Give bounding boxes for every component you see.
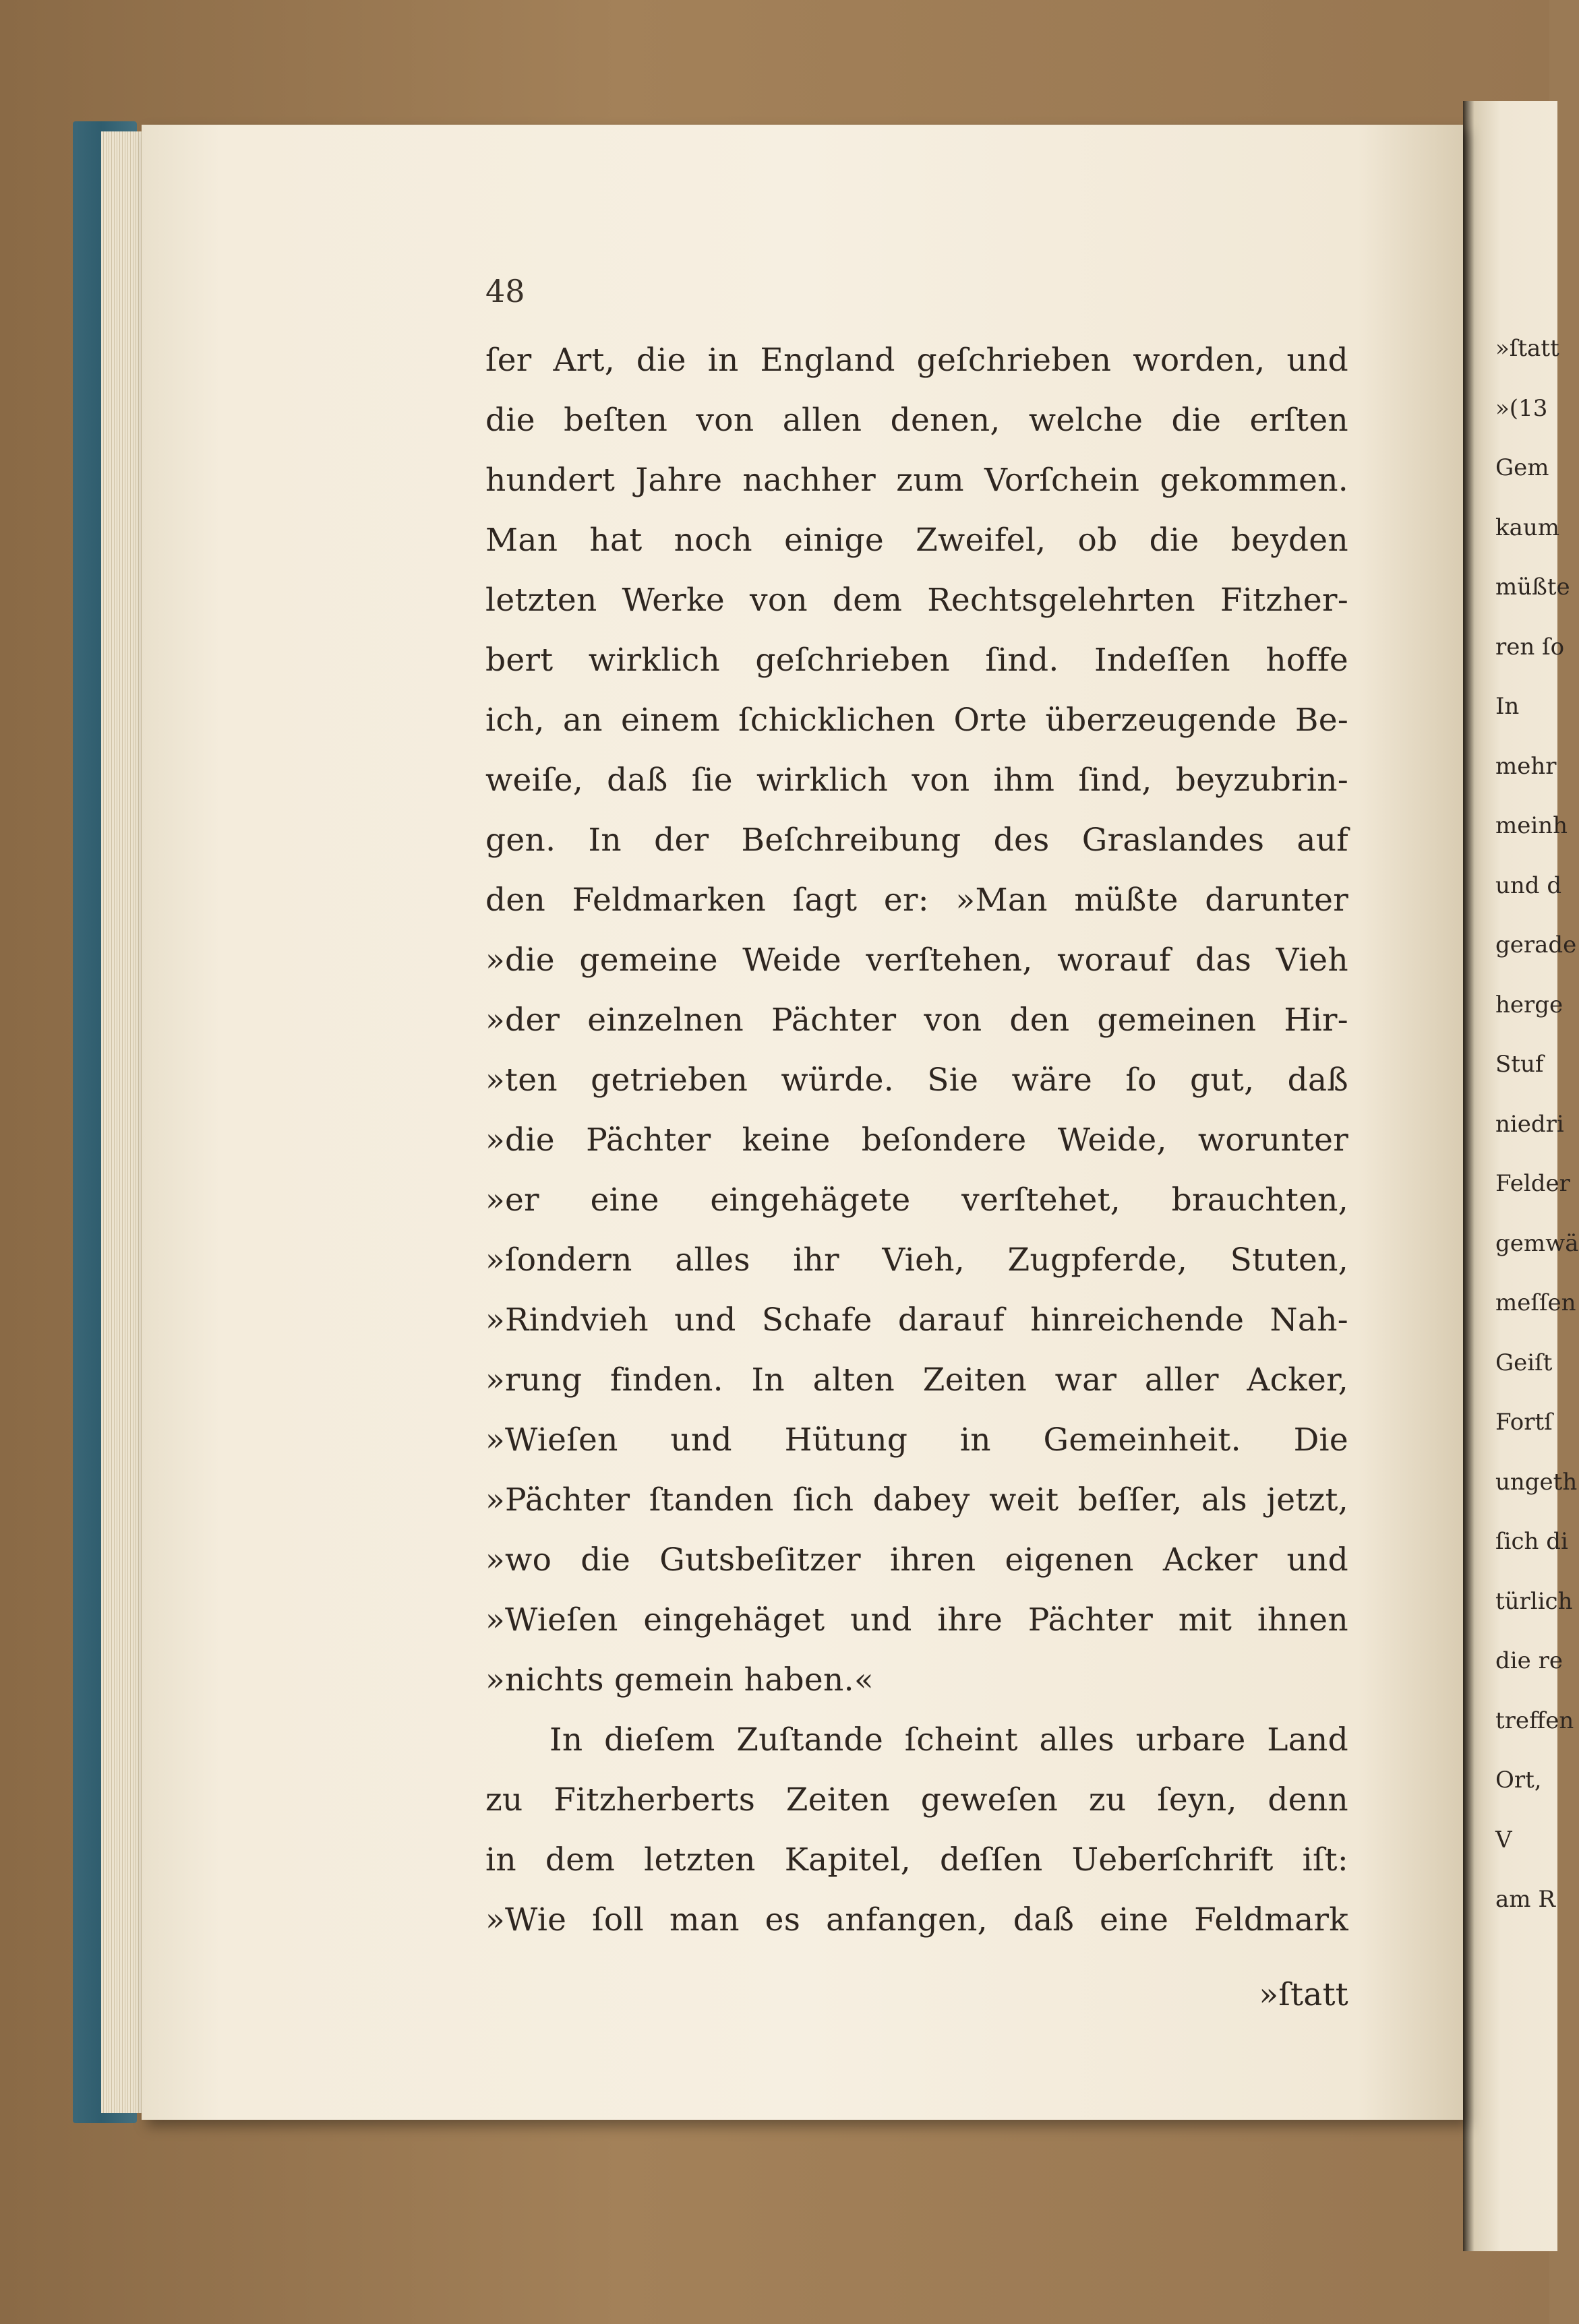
text-line: »der einzelnen Pächter von den gemeinen Hir- xyxy=(485,1002,1348,1039)
facing-page-line-fragment: gerade xyxy=(1495,931,1577,958)
text-line: die beſten von allen denen, welche die erſten xyxy=(485,402,1348,439)
text-line: letzten Werke von dem Rechtsgelehrten Fitzher- xyxy=(485,582,1348,619)
facing-page-line-fragment: meinh xyxy=(1495,812,1568,839)
facing-page-line-fragment: herge xyxy=(1495,991,1563,1018)
text-line: »nichts gemein haben.« xyxy=(485,1661,874,1699)
facing-page-line-fragment: ſich di xyxy=(1495,1528,1568,1555)
facing-page-line-fragment: türlich xyxy=(1495,1587,1573,1615)
text-line: ſer Art, die in England geſchrieben worden, und xyxy=(485,342,1348,379)
text-line: »ten getrieben würde. Sie wäre ſo gut, daß xyxy=(485,1062,1348,1099)
facing-page-line-fragment: Fortſ xyxy=(1495,1409,1553,1436)
text-line: weiſe, daß ſie wirklich von ihm ſind, beyzubrin- xyxy=(485,762,1348,799)
text-line: »die gemeine Weide verſtehen, worauf das Vieh xyxy=(485,942,1348,979)
text-line: »die Pächter keine beſondere Weide, worunter xyxy=(485,1122,1348,1159)
text-line: »er eine eingehägete verſtehet, brauchten, xyxy=(485,1182,1348,1219)
facing-page-line-fragment: niedri xyxy=(1495,1110,1564,1138)
facing-page-line-fragment: die re xyxy=(1495,1647,1563,1674)
text-line: zu Fitzherberts Zeiten geweſen zu ſeyn, denn xyxy=(485,1781,1348,1818)
text-line: »Wie ſoll man es anfangen, daß eine Feldmark xyxy=(485,1901,1348,1938)
facing-page-line-fragment: ren ſo xyxy=(1495,633,1565,661)
text-line: »rung finden. In alten Zeiten war aller Acker, xyxy=(485,1362,1348,1399)
facing-page-line-fragment: kaum xyxy=(1495,514,1560,541)
text-line: in dem letzten Kapitel, deſſen Ueberſchrift iſt: xyxy=(485,1841,1348,1878)
text-line: Man hat noch einige Zweifel, ob die beyden xyxy=(485,522,1348,559)
facing-page-line-fragment: Ort, xyxy=(1495,1767,1542,1794)
catchword: »ſtatt xyxy=(1259,1976,1348,2013)
facing-page-line-fragment: treffen xyxy=(1495,1707,1574,1734)
text-line: »Wieſen und Hütung in Gemeinheit. Die xyxy=(485,1421,1348,1459)
facing-page-line-fragment: mehr xyxy=(1495,752,1557,780)
facing-page-line-fragment: Stuf xyxy=(1495,1051,1544,1078)
facing-page-line-fragment: ungeth xyxy=(1495,1468,1578,1496)
facing-page-line-fragment: am R xyxy=(1495,1886,1555,1913)
text-line: »Rindvieh und Schafe darauf hinreichende Nah- xyxy=(485,1302,1348,1339)
facing-page-line-fragment: »(13 xyxy=(1495,394,1548,422)
facing-page-line-fragment: und d xyxy=(1495,872,1562,899)
text-line: den Feldmarken ſagt er: »Man müßte darunter xyxy=(485,882,1348,919)
text-line: In dieſem Zuſtande ſcheint alles urbare Land xyxy=(549,1721,1348,1759)
facing-page-line-fragment: müßte xyxy=(1495,574,1570,601)
facing-page-line-fragment: Geiſt xyxy=(1495,1349,1553,1376)
text-line: »Wieſen eingehäget und ihre Pächter mit ihnen xyxy=(485,1601,1348,1639)
facing-page-line-fragment: meſſen xyxy=(1495,1289,1576,1316)
facing-page-line-fragment: gemwä xyxy=(1495,1229,1579,1257)
facing-page-line-fragment: Gem xyxy=(1495,454,1549,481)
text-line: »Pächter ſtanden ſich dabey weit beſſer, als jetzt, xyxy=(485,1481,1348,1519)
facing-page-line-fragment: V xyxy=(1495,1826,1512,1854)
facing-page-line-fragment: »ſtatt xyxy=(1495,335,1559,362)
text-line: bert wirklich geſchrieben ſind. Indeſſen hoffe xyxy=(485,642,1348,679)
text-line: gen. In der Beſchreibung des Graslandes auf xyxy=(485,822,1348,859)
text-line: ich, an einem ſchicklichen Orte überzeugende Be- xyxy=(485,702,1348,739)
facing-page-line-fragment: Felder xyxy=(1495,1170,1570,1197)
text-line: hundert Jahre nachher zum Vorſchein gekommen. xyxy=(485,462,1348,499)
text-line: »wo die Gutsbeſitzer ihren eigenen Acker und xyxy=(485,1541,1348,1579)
text-line: »ſondern alles ihr Vieh, Zugpferde, Stuten, xyxy=(485,1242,1348,1279)
facing-page-line-fragment: In xyxy=(1495,693,1520,720)
page-number: 48 xyxy=(485,273,525,309)
